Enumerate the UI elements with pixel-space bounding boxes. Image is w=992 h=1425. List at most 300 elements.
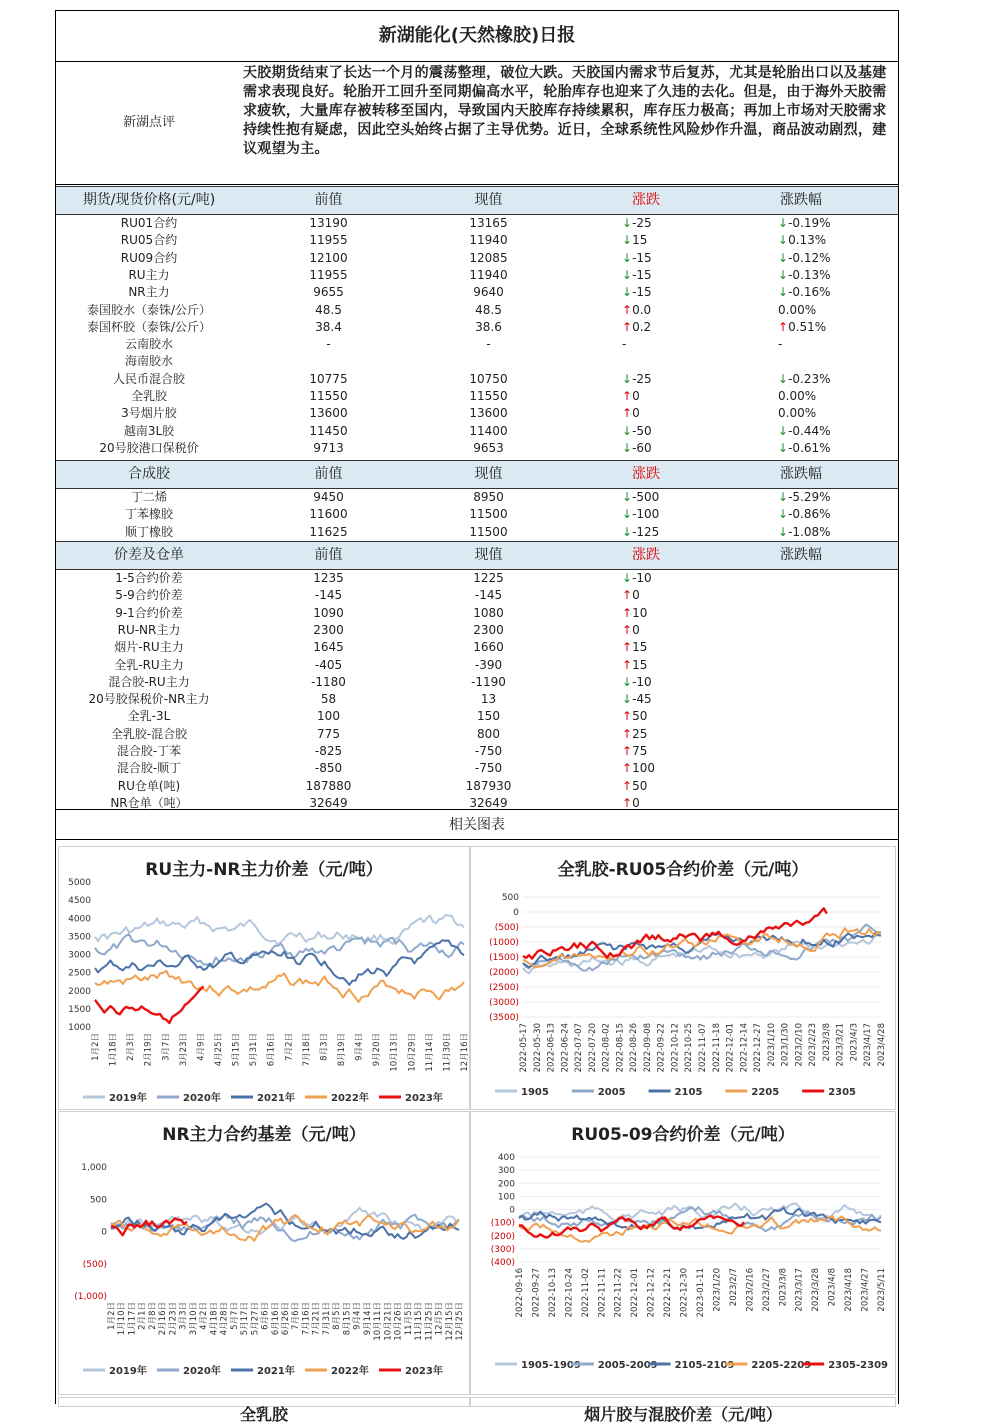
column-header: 现值 (474, 547, 503, 563)
curr-value: 1660 (473, 640, 504, 655)
change-cell (622, 743, 702, 760)
change-value: -10 (632, 571, 652, 585)
prev-value: 100 (317, 709, 340, 724)
x-tick-label: 3月10日 (188, 1302, 199, 1336)
x-tick-label: 2月19日 (143, 1033, 154, 1067)
curr-value: 32649 (469, 795, 508, 810)
change-pct: -0.23% (788, 371, 831, 386)
chart-svg (59, 847, 469, 1109)
x-tick-label: 2023/1/20 (712, 1268, 723, 1312)
prev-value: 11955 (309, 233, 348, 248)
x-tick-label: 2022-08-26 (629, 1023, 640, 1073)
x-tick-label: 2022-12-14 (739, 1023, 750, 1073)
arrow-up-icon: ↑ (622, 406, 633, 421)
curr-value: 8950 (473, 490, 504, 504)
x-tick-label: 3月7日 (161, 1033, 172, 1061)
curr-value: 2300 (473, 622, 504, 637)
x-tick-label: 11月30日 (442, 1033, 453, 1072)
y-tick-label: 2500 (68, 968, 91, 979)
prev-value: 2300 (313, 622, 344, 637)
change-pct-cell (778, 423, 898, 440)
y-tick-label: 1,000 (81, 1163, 107, 1173)
arrow-down-icon: ↓ (622, 571, 633, 585)
x-tick-label: 2023/3/8 (778, 1268, 789, 1307)
x-tick-label: 2022-05-17 (519, 1023, 529, 1073)
curr-value: 11400 (469, 423, 508, 438)
y-tick-label: (500) (82, 1259, 107, 1270)
chart-3 (58, 1111, 470, 1395)
x-tick-label: 2月3日 (126, 1033, 137, 1061)
x-tick-label: 8月5日 (332, 1302, 343, 1330)
change-cell (622, 691, 702, 708)
curr-value: -145 (474, 588, 503, 603)
y-tick-label: 5000 (68, 878, 91, 888)
change-pct-cell (778, 302, 898, 319)
curr-value: 11500 (469, 507, 508, 522)
x-tick-label: 2022-09-22 (656, 1023, 667, 1073)
x-tick-label: 7月21日 (311, 1302, 322, 1336)
change-pct: -0.86% (788, 507, 831, 522)
curr-value: 11940 (469, 267, 508, 282)
curr-value: 9653 (473, 440, 504, 455)
change-cell (622, 489, 702, 506)
change-cell (622, 319, 702, 336)
arrow-up-icon: ↑ (622, 726, 633, 741)
row-label: 混合胶-丁苯 (116, 744, 182, 758)
column-header: 期货/现货价格(元/吨) (82, 192, 216, 208)
change-cell (622, 622, 702, 639)
chart-2 (470, 846, 896, 1110)
change-value: 0.0 (632, 302, 652, 317)
arrow-down-icon: ↓ (778, 524, 789, 539)
x-tick-label: 2023/3/21 (835, 1023, 846, 1067)
row-label: RU05合约 (120, 233, 178, 248)
arrow-up-icon: ↑ (622, 640, 633, 655)
x-tick-label: 2023/2/7 (728, 1268, 739, 1307)
curr-value: 38.6 (475, 319, 502, 334)
x-tick-label: 2022-08-02 (601, 1023, 612, 1073)
row-label: 全乳胶 (130, 389, 167, 403)
x-tick-label: 2023/4/18 (844, 1268, 855, 1312)
table-row (56, 726, 898, 743)
change-pct: 0.13% (788, 233, 827, 248)
prev-value: 11600 (309, 507, 348, 522)
x-tick-label: 4月28日 (219, 1302, 230, 1336)
x-tick-label: 11月15日 (414, 1302, 425, 1341)
change-cell (622, 524, 702, 541)
curr-value: 13600 (469, 406, 508, 421)
change-pct: -0.13% (788, 267, 831, 282)
x-tick-label: 8月3日 (319, 1033, 330, 1061)
legend-label: 1905 (521, 1087, 549, 1098)
change-cell (622, 440, 702, 457)
change-cell (622, 250, 702, 267)
y-tick-label: 500 (501, 893, 519, 903)
table-row (56, 267, 898, 284)
x-tick-label: 2022-06-24 (560, 1023, 571, 1073)
curr-value: 1225 (473, 571, 504, 585)
y-tick-label: (3500) (489, 1013, 519, 1023)
change-value: -25 (632, 216, 652, 230)
x-tick-label: 2022-12-21 (663, 1268, 674, 1318)
row-label: 泰国杯胶（泰铢/公斤） (86, 319, 212, 334)
x-tick-label: 2023/4/28 (877, 1023, 887, 1067)
x-tick-label: 2022-11-11 (597, 1268, 608, 1318)
change-cell (622, 778, 702, 795)
change-value: - (622, 337, 627, 352)
prev-value: 13600 (309, 406, 348, 421)
arrow-down-icon: ↓ (778, 216, 789, 230)
charts-title: 相关图表 (56, 811, 898, 840)
arrow-up-icon: ↑ (622, 622, 633, 637)
y-tick-label: 200 (497, 1179, 515, 1190)
x-tick-label: 2023/3/8 (821, 1023, 832, 1062)
x-tick-label: 2022-07-07 (574, 1023, 585, 1073)
chart-title: 全乳胶 (239, 1405, 288, 1424)
curr-value: -1190 (471, 674, 506, 689)
x-tick-label: 5月17日 (240, 1302, 251, 1336)
column-header: 涨跌幅 (780, 466, 822, 482)
row-label: 1-5合约价差 (115, 571, 183, 585)
chart-title: RU主力-NR主力价差（元/吨） (145, 860, 383, 880)
change-pct: -1.08% (788, 524, 831, 539)
x-tick-label: 2023-01-11 (696, 1268, 706, 1318)
change-cell (622, 215, 702, 232)
legend-label: 2021年 (257, 1366, 295, 1377)
x-tick-label: 4月2日 (199, 1302, 210, 1330)
change-value: 50 (632, 709, 648, 724)
x-tick-label: 2022-11-18 (711, 1023, 722, 1073)
row-label: 混合胶-RU主力 (108, 674, 190, 689)
x-tick-label: 2022-05-30 (532, 1023, 543, 1073)
x-tick-label: 2022-09-27 (531, 1268, 542, 1318)
change-value: 100 (632, 761, 655, 776)
row-label: RU仓单(吨) (117, 778, 181, 793)
chart-5 (58, 1397, 470, 1424)
change-pct-cell (778, 524, 898, 541)
x-tick-label: 1月10日 (117, 1302, 128, 1336)
curr-value: -390 (474, 657, 503, 672)
row-label: 20号胶港口保税价 (99, 440, 199, 455)
table-row (56, 639, 898, 656)
arrow-up-icon: ↑ (622, 302, 633, 317)
chart-title: 全乳胶-RU05合约价差（元/吨） (557, 860, 809, 880)
legend-label: 2205 (751, 1087, 780, 1098)
chart-svg (471, 1112, 895, 1394)
legend-label: 2023年 (405, 1093, 443, 1104)
legend-label: 2021年 (257, 1093, 295, 1104)
change-value: -100 (632, 507, 660, 522)
row-label: RU主力 (128, 267, 170, 282)
legend-label: 2005 (597, 1087, 626, 1098)
chart-4 (470, 1111, 896, 1395)
curr-value: -750 (474, 744, 503, 758)
y-tick-label: 100 (497, 1192, 515, 1203)
chart-6 (470, 1397, 896, 1424)
comment-bottom-border (56, 184, 898, 185)
change-pct-cell (778, 440, 898, 457)
chart-svg (471, 847, 895, 1109)
prev-value: - (326, 337, 331, 352)
table-row (56, 587, 898, 604)
prev-value: 9450 (313, 490, 344, 504)
table-row (56, 506, 898, 523)
change-cell (622, 605, 702, 622)
x-tick-label: 4月25日 (214, 1033, 224, 1067)
arrow-down-icon: ↓ (622, 423, 633, 438)
curr-value: 150 (477, 709, 500, 724)
change-pct-cell (778, 215, 898, 232)
change-pct: -0.19% (788, 216, 831, 230)
y-tick-label: (300) (490, 1244, 515, 1255)
x-tick-label: 2022-12-27 (753, 1023, 764, 1073)
x-tick-label: 5月27日 (250, 1302, 261, 1336)
x-tick-label: 4月9日 (196, 1033, 207, 1061)
row-label: 丁二烯 (130, 490, 167, 504)
x-tick-label: 2022-12-12 (646, 1268, 657, 1318)
prev-value: 10775 (309, 371, 348, 386)
row-label: 全乳-3L (127, 709, 171, 724)
y-tick-label: 1500 (68, 1004, 91, 1015)
change-cell (622, 371, 702, 388)
curr-value: 13 (480, 692, 497, 707)
table-row (56, 674, 898, 691)
row-label: 混合胶-顺丁 (116, 761, 182, 776)
change-pct: 0.00% (778, 406, 817, 421)
x-tick-label: 9月4日 (354, 1033, 365, 1061)
row-label: 9-1合约价差 (115, 605, 183, 620)
arrow-down-icon: ↓ (622, 440, 633, 455)
x-tick-label: 10月13日 (389, 1033, 400, 1072)
chart-1 (58, 846, 470, 1110)
change-cell (622, 726, 702, 743)
table-row (56, 302, 898, 319)
x-tick-label: 11月14日 (424, 1033, 435, 1072)
prev-value: -405 (314, 657, 343, 672)
x-tick-label: 8月15日 (342, 1302, 353, 1336)
x-tick-label: 2023/2/10 (794, 1023, 805, 1067)
series-line (95, 986, 204, 1023)
y-tick-label: 3000 (68, 950, 91, 961)
x-tick-label: 2023/4/17 (863, 1023, 874, 1067)
table-row (56, 605, 898, 622)
chart-title: RU05-09合约价差（元/吨） (571, 1125, 795, 1145)
curr-value: 12085 (469, 250, 508, 265)
curr-value: 1080 (473, 605, 504, 620)
series-line (95, 915, 464, 945)
x-tick-label: 2月1日 (137, 1302, 148, 1330)
change-cell (622, 232, 702, 249)
legend-label: 2205-2209 (751, 1360, 812, 1371)
table-row (56, 388, 898, 405)
arrow-down-icon: ↓ (778, 250, 789, 265)
change-value: 10 (632, 605, 648, 620)
table-row (56, 524, 898, 541)
prev-value: 9713 (313, 440, 344, 455)
change-cell (622, 506, 702, 523)
column-header: 合成胶 (128, 466, 170, 482)
y-tick-label: 4000 (68, 914, 91, 925)
x-tick-label: 2023/4/27 (860, 1268, 871, 1312)
table-row (56, 405, 898, 422)
x-tick-label: 3月23日 (178, 1033, 189, 1067)
arrow-down-icon: ↓ (622, 250, 633, 265)
x-tick-label: 2月23日 (168, 1302, 179, 1336)
row-label: NR主力 (128, 285, 170, 300)
column-header: 前值 (314, 466, 343, 482)
x-tick-label: 1月17日 (127, 1302, 138, 1336)
change-value: 15 (632, 640, 648, 655)
curr-value: 48.5 (475, 302, 502, 317)
table-row (56, 440, 898, 457)
x-tick-label: 2023/4/8 (827, 1268, 838, 1307)
arrow-up-icon: ↑ (622, 605, 633, 620)
y-tick-label: 4500 (68, 896, 91, 907)
arrow-down-icon: ↓ (622, 267, 633, 282)
x-tick-label: 10月29日 (407, 1033, 418, 1072)
row-label: 全乳胶-混合胶 (110, 726, 188, 741)
x-tick-label: 2023/2/27 (761, 1268, 772, 1312)
change-cell (622, 708, 702, 725)
curr-value: -750 (474, 761, 503, 776)
curr-value: 11940 (469, 233, 508, 248)
table-row (56, 336, 898, 353)
x-tick-label: 5月31日 (249, 1033, 260, 1067)
table-row (56, 353, 898, 370)
x-tick-label: 2022-10-13 (547, 1268, 558, 1318)
change-pct-cell (778, 489, 898, 506)
x-tick-label: 8月19日 (337, 1033, 347, 1067)
legend-label: 2105 (674, 1087, 703, 1098)
x-tick-label: 1月2日 (91, 1033, 101, 1061)
legend-label: 1905-1909 (521, 1360, 581, 1371)
x-tick-label: 2022-12-01 (630, 1268, 641, 1318)
comment-label: 新湖点评 (122, 115, 175, 130)
table-row (56, 760, 898, 777)
prev-value: 12100 (309, 250, 348, 265)
change-value: -15 (632, 285, 652, 300)
change-value: 0 (632, 389, 640, 403)
row-label: 海南胶水 (124, 354, 173, 369)
x-tick-label: 5月7日 (229, 1302, 240, 1330)
change-cell (622, 267, 702, 284)
x-tick-label: 2月16日 (158, 1302, 169, 1336)
change-value: -500 (632, 490, 660, 504)
arrow-down-icon: ↓ (778, 267, 789, 282)
x-tick-label: 1月18日 (108, 1033, 119, 1067)
curr-value: 13165 (469, 216, 508, 230)
column-header: 涨跌 (632, 466, 660, 482)
x-tick-label: 2023/3/17 (794, 1268, 805, 1312)
change-value: 0 (632, 588, 640, 603)
change-value: 0.2 (632, 319, 652, 334)
change-pct: 0.00% (778, 302, 817, 317)
row-label: 烟片-RU主力 (114, 640, 184, 655)
comment-text: 天胶期货结束了长达一个月的震荡整理，破位大跌。天胶国内需求节后复苏，尤其是轮胎出口以及基建需求表现良好。轮胎开工回升至同期偏高水平，轮胎库存也迎来了久违的去化。但是，由于海外天胶需求疲软，大量库存被转移至国内，导致国内天胶库存持续累积，库存压力极高；再加上市场对天胶需求持续性抱有疑虑，因此空头始终占据了主导优势。近日，全球系统性风险炒作升温，商品波动剧烈，建议观望为主。 (243, 65, 887, 157)
prev-value: 1645 (313, 640, 344, 655)
change-pct: -0.16% (788, 285, 831, 300)
change-cell (622, 760, 702, 777)
y-tick-label: 500 (89, 1195, 107, 1206)
x-tick-label: 6月6日 (260, 1302, 271, 1330)
change-value: 0 (632, 622, 640, 637)
change-cell (622, 302, 702, 319)
table-row (56, 232, 898, 249)
x-tick-label: 2022-08-15 (615, 1023, 626, 1073)
column-header: 前值 (314, 547, 343, 563)
change-pct-cell (778, 319, 898, 336)
series-line (95, 940, 464, 985)
x-tick-label: 2022-11-02 (580, 1268, 591, 1318)
change-cell (622, 405, 702, 422)
row-label: 泰国胶水（泰铢/公斤） (86, 302, 212, 317)
curr-value: 11550 (469, 389, 508, 403)
arrow-up-icon: ↑ (622, 389, 633, 403)
x-tick-label: 12月25日 (455, 1302, 465, 1341)
y-tick-label: (400) (490, 1258, 515, 1268)
y-tick-label: 0 (513, 908, 519, 918)
change-value: -25 (632, 371, 652, 386)
prev-value: 775 (317, 726, 340, 741)
x-tick-label: 7月2日 (284, 1033, 295, 1061)
change-pct-cell (778, 388, 898, 405)
row-label: 全乳-RU主力 (114, 657, 184, 672)
change-pct-cell (778, 284, 898, 301)
row-label: 云南胶水 (124, 337, 173, 352)
prev-value: -825 (314, 744, 343, 758)
y-tick-label: (200) (490, 1231, 515, 1242)
legend-label: 2020年 (183, 1366, 221, 1377)
table-row (56, 657, 898, 674)
change-cell (622, 657, 702, 674)
x-tick-label: 2023/4/3 (849, 1023, 860, 1062)
prev-value: 13190 (309, 216, 348, 230)
x-tick-label: 2022-12-01 (725, 1023, 736, 1073)
prev-value: 38.4 (315, 319, 342, 334)
curr-value: - (486, 337, 491, 352)
curr-value: 9640 (473, 285, 504, 300)
y-tick-label: (3000) (489, 998, 519, 1008)
row-label: 3号烟片胶 (121, 406, 177, 421)
curr-value: 800 (477, 726, 500, 741)
x-tick-label: 11月25日 (424, 1302, 435, 1341)
change-pct: -5.29% (788, 490, 831, 504)
column-header: 前值 (314, 192, 343, 208)
row-label: 顺丁橡胶 (124, 524, 173, 539)
x-tick-label: 2022-12-30 (679, 1268, 690, 1318)
chart-title: NR主力合约基差（元/吨） (162, 1125, 366, 1145)
prev-value: 9655 (313, 285, 344, 300)
table-row (56, 423, 898, 440)
change-pct-cell (778, 250, 898, 267)
arrow-down-icon: ↓ (622, 285, 633, 300)
change-pct-cell (778, 506, 898, 523)
change-value: -15 (632, 267, 652, 282)
change-value: -50 (632, 423, 652, 438)
legend-label: 2022年 (331, 1093, 369, 1104)
column-header: 涨跌幅 (780, 192, 822, 208)
arrow-down-icon: ↓ (622, 692, 633, 707)
legend-label: 2305-2309 (828, 1360, 889, 1371)
row-label: RU-NR主力 (117, 622, 181, 637)
x-tick-label: 10月11日 (373, 1302, 384, 1341)
x-tick-label: 2023/2/23 (808, 1023, 819, 1067)
arrow-up-icon: ↑ (778, 319, 789, 334)
column-header: 涨跌 (632, 192, 660, 208)
x-tick-label: 6月26日 (281, 1302, 291, 1336)
x-tick-label: 9月4日 (352, 1302, 363, 1330)
x-tick-label: 2023/1/10 (766, 1023, 777, 1067)
